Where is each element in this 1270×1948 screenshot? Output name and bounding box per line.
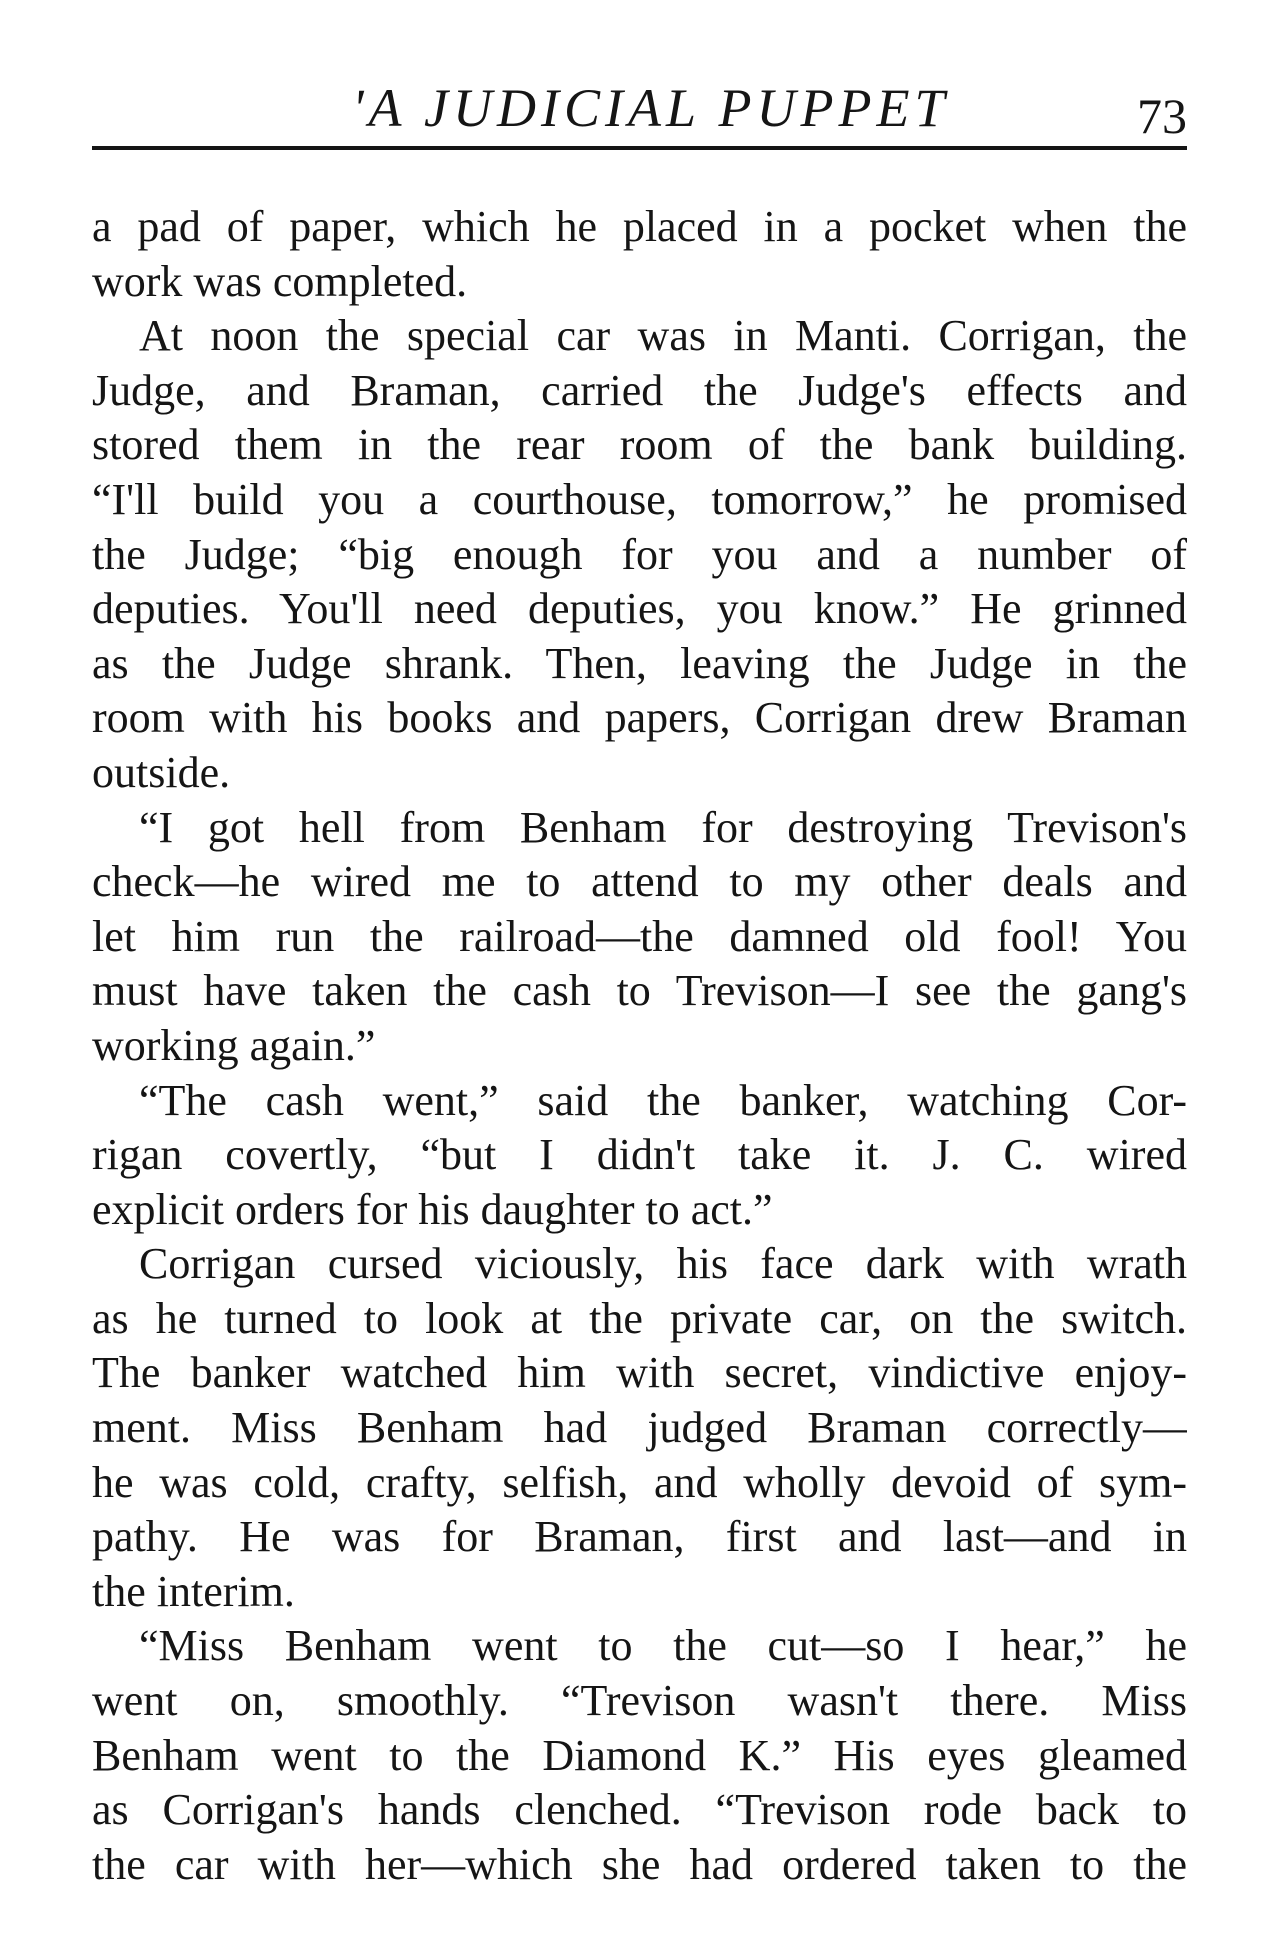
- text-line: the car with her—which she had ordered taken to the: [92, 1839, 1187, 1889]
- text-line: as he turned to look at the private car, on the switch.: [92, 1293, 1187, 1343]
- text-line: he was cold, crafty, selfish, and wholly devoid of sym-: [92, 1457, 1187, 1507]
- text-line: as Corrigan's hands clenched. “Trevison rode back to: [92, 1785, 1187, 1835]
- text-line: “Miss Benham went to the cut—so I hear,” he: [139, 1621, 1187, 1671]
- header-rule: [92, 146, 1187, 150]
- running-title: 'A JUDICIAL PUPPET: [352, 78, 950, 138]
- text-line: must have taken the cash to Trevison—I see the gang's: [92, 966, 1187, 1016]
- text-line: pathy. He was for Braman, first and last—and in: [92, 1512, 1187, 1562]
- text-line: ment. Miss Benham had judged Braman correctly—: [92, 1403, 1187, 1453]
- text-line: let him run the railroad—the damned old fool! You: [92, 911, 1187, 961]
- text-line: Corrigan cursed viciously, his face dark with wrath: [139, 1239, 1187, 1289]
- text-line: The banker watched him with secret, vindictive enjoy-: [92, 1348, 1187, 1398]
- text-line: check—he wired me to attend to my other deals and: [92, 857, 1187, 907]
- text-line: “The cash went,” said the banker, watching Cor-: [139, 1075, 1187, 1125]
- running-head: [92, 74, 1187, 144]
- body-text: [92, 200, 1187, 1892]
- text-line: a pad of paper, which he placed in a pocket when the: [92, 202, 1187, 251]
- text-line: room with his books and papers, Corrigan drew Braman: [92, 693, 1187, 743]
- text-line: work was completed.: [92, 256, 468, 306]
- text-line: rigan covertly, “but I didn't take it. J. C. wired: [92, 1130, 1187, 1180]
- text-line: deputies. You'll need deputies, you know.” He grinned: [92, 584, 1187, 634]
- text-line: the Judge; “big enough for you and a number of: [92, 529, 1187, 579]
- text-line: explicit orders for his daughter to act.”: [92, 1184, 773, 1234]
- text-line: stored them in the rear room of the bank building.: [92, 420, 1187, 470]
- text-line: outside.: [92, 747, 231, 797]
- text-line: went on, smoothly. “Trevison wasn't there. Miss: [92, 1676, 1187, 1726]
- text-line: as the Judge shrank. Then, leaving the Judge in the: [92, 638, 1187, 688]
- text-line: Judge, and Braman, carried the Judge's effects and: [92, 365, 1187, 415]
- text-line: working again.”: [92, 1020, 376, 1070]
- text-line: “I got hell from Benham for destroying Trevison's: [139, 802, 1187, 852]
- text-line: At noon the special car was in Manti. Corrigan, the: [139, 311, 1187, 361]
- text-line: Benham went to the Diamond K.” His eyes gleamed: [92, 1730, 1187, 1780]
- text-line: the interim.: [92, 1566, 295, 1616]
- text-line: “I'll build you a courthouse, tomorrow,” he promised: [92, 474, 1187, 524]
- page-number: 73: [1137, 88, 1187, 144]
